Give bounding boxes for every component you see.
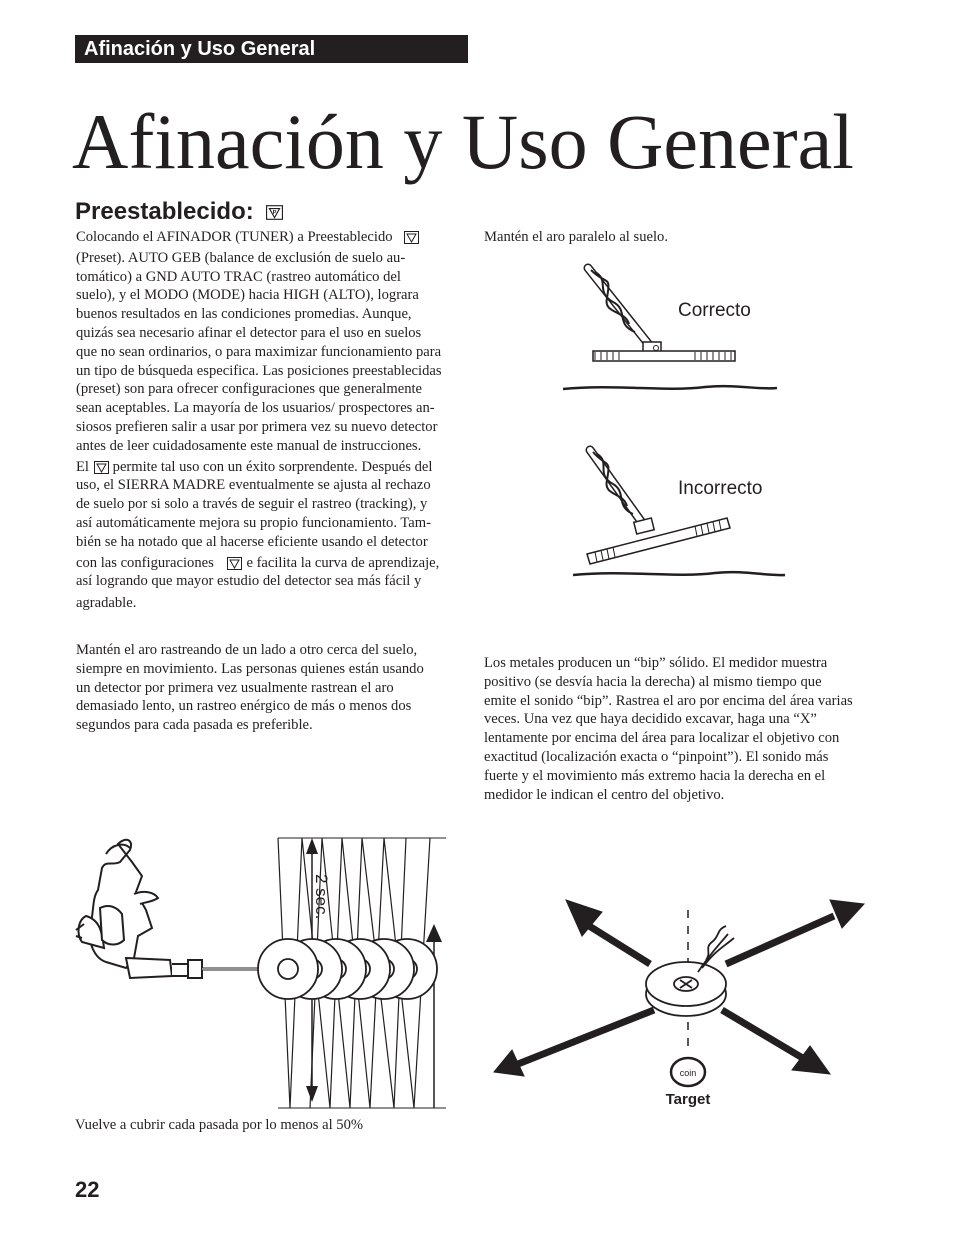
text-line: lentamente por encima del área para localizar el objetivo con: [484, 730, 840, 747]
text-line: segundos para cada pasada es preferible.: [76, 717, 313, 734]
text-line: siosos prefieren salir a usar por primera vez su nuevo detector: [76, 418, 438, 435]
sweep-overlap-illustration: [72, 832, 452, 1114]
target-label: Target: [665, 1091, 711, 1108]
text-run: e facilita la curva de aprendizaje,: [246, 554, 440, 571]
svg-text:P: P: [273, 210, 277, 217]
coin-label: coin: [679, 1068, 697, 1078]
text-line: buenos resultados en las condiciones promedias. Aunque,: [76, 306, 412, 323]
text-line: así automáticamente mejora su propio funcionamiento. Tam-: [76, 514, 431, 531]
correct-coil-diagram: [563, 268, 777, 389]
text-run: Colocando el AFINADOR (TUNER) a Preestablecido: [76, 229, 393, 245]
two-second-label: 2 sec.: [312, 874, 331, 920]
text-line: demasiado lento, un rastreo enérgico de más o menos dos: [76, 698, 412, 715]
pinpoint-paragraph: [484, 654, 884, 804]
section-heading-text: Preestablecido:: [75, 198, 254, 225]
text-line: suelo), y el MODO (MODE) hacia HIGH (ALTO), lograra: [76, 287, 419, 304]
preset-triangle-icon: [266, 205, 283, 220]
section-heading: [75, 197, 283, 227]
text-run: con las configuraciones: [76, 554, 214, 571]
parallel-note: Mantén el aro paralelo al suelo.: [484, 229, 668, 245]
text-line: así logrando que mayor estudio del detector sea más fácil y: [76, 573, 422, 590]
page-number: 22: [75, 1177, 100, 1202]
text-run: El: [76, 458, 89, 475]
text-line: medidor le indican el centro del objetivo.: [484, 786, 725, 803]
text-line: (Preset). AUTO GEB (balance de exclusión de suelo au-: [76, 249, 406, 266]
text-line: sean aceptables. La mayoría de los usuarios/ prospectores an-: [76, 400, 435, 417]
text-run: permite tal uso con un éxito sorprendente. Después del: [112, 458, 433, 475]
label-incorrect: Incorrecto: [678, 478, 763, 499]
text-line: Mantén el aro rastreando de un lado a otro cerca del suelo,: [76, 642, 418, 658]
text-line: quizás sea necesario afinar el detector para el uso en suelos: [76, 324, 422, 341]
preset-triangle-icon: [404, 231, 419, 244]
text-line: [76, 228, 468, 247]
text-line: (preset) son para ofrecer configuraciones que generalmente: [76, 381, 423, 398]
text-line: antes de leer cuidadosamente este manual de instrucciones.: [76, 437, 422, 454]
text-line: un detector por primera vez usualmente rastrean el aro: [76, 679, 394, 696]
text-line: emite el sonido “bip”. Rastrea el aro por encima del área varias: [484, 692, 853, 709]
text-line: agradable.: [76, 595, 137, 612]
preset-triangle-icon: [227, 557, 242, 570]
coil-overlap-circles: [258, 939, 437, 999]
text-line: [76, 458, 468, 477]
text-line: de suelo por si solo a través de seguir el rastreo (tracking), y: [76, 496, 428, 513]
text-line: exactitud (localización exacta o “pinpoint”). El sonido más: [484, 748, 829, 765]
text-line: fuerte y el movimiento más extremo hacia la derecha en el: [484, 767, 826, 784]
preset-paragraph: [76, 228, 468, 613]
pinpoint-x-illustration: [490, 898, 870, 1110]
text-line: uso, el SIERRA MADRE eventualmente se ajusta al rechazo: [76, 477, 431, 494]
text-line: veces. Una vez que haya decidido excavar, haga una “X”: [484, 711, 817, 728]
text-line: siempre en movimiento. Las personas quienes están usando: [76, 660, 424, 677]
text-line: que no sean ordinarios, o para maximizar funcionamiento para: [76, 343, 442, 360]
search-coil: [646, 926, 734, 1016]
section-header-bar: Afinación y Uso General: [75, 35, 468, 63]
text-line: tomático) a GND AUTO TRAC (rastreo automático del: [76, 268, 401, 285]
preset-triangle-icon: [94, 461, 109, 474]
text-line: bién se ha notado que al hacerse eficiente usando el detector: [76, 533, 428, 550]
text-line: [76, 554, 468, 573]
text-line: positivo (se desvía hacia la derecha) al mismo tiempo que: [484, 673, 822, 690]
sweep-paragraph: [76, 641, 468, 735]
text-line: Los metales producen un “bip” sólido. El medidor muestra: [484, 655, 828, 671]
text-line: un tipo de búsqueda especifica. Las posiciones preestablecidas: [76, 362, 442, 379]
page-title: Afinación y Uso General: [72, 98, 854, 185]
label-correct: Correcto: [678, 300, 751, 321]
coil-position-illustration: [555, 262, 795, 582]
incorrect-coil-diagram: [573, 450, 785, 575]
overlap-caption: Vuelve a cubrir cada pasada por lo menos al 50%: [75, 1117, 364, 1133]
user-figure: [76, 840, 202, 978]
